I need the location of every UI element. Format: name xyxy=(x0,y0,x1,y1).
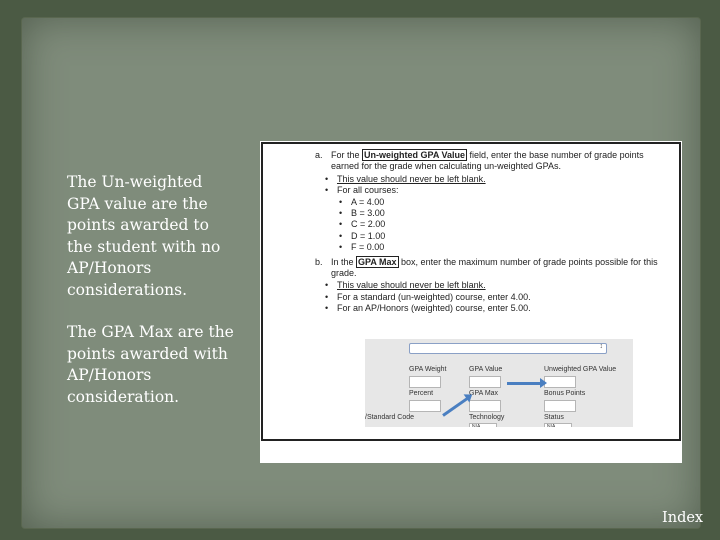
form-screenshot xyxy=(365,339,633,427)
arrow-icon xyxy=(442,397,468,417)
instruction-b-bullet-1: • This value should never be left blank. xyxy=(325,280,667,291)
gpa-value-field xyxy=(469,376,501,388)
index-link[interactable]: Index xyxy=(662,510,704,526)
gpa-max-field xyxy=(469,400,501,412)
standard-code-label: /Standard Code xyxy=(365,414,415,421)
instructions-list xyxy=(315,150,667,315)
instruction-a xyxy=(315,150,667,173)
gpa-max-label: GPA Max xyxy=(469,390,499,397)
body-text xyxy=(67,172,237,429)
bonus-points-label: Bonus Points xyxy=(544,390,586,397)
gpa-weight-field xyxy=(409,376,441,388)
instructions-border xyxy=(261,142,681,441)
grade-f: • F = 0.00 xyxy=(339,242,667,253)
percent-label: Percent xyxy=(409,390,434,397)
bonus-points-field xyxy=(544,400,576,412)
grade-c: • C = 2.00 xyxy=(339,219,667,230)
instruction-a-bullet-1: • This value should never be left blank. xyxy=(325,174,667,185)
gpa-max-paragraph: The GPA Max are the points awarded with AP/Honors consideration. xyxy=(67,323,234,406)
instruction-b-pre: In the xyxy=(331,256,357,267)
instruction-b-bullet-2: • For a standard (un-weighted) course, enter 4.00. xyxy=(325,292,667,303)
instruction-b-post: box, enter the maximum number of grade points possible for this grade. xyxy=(331,256,658,279)
technology-label: Technology xyxy=(469,414,505,421)
instruction-a-bullet-2: • For all courses: xyxy=(325,185,667,196)
unweighted-gpa-value-box: Un-weighted GPA Value xyxy=(364,150,466,160)
gpa-max-box: GPA Max xyxy=(358,256,397,267)
form-select xyxy=(409,343,607,354)
select-arrows-icon: ↕ xyxy=(599,343,603,350)
unweighted-gpa-paragraph: The Un-weighted GPA value are the points awarded to the student with no AP/Honors considerations. xyxy=(67,173,221,299)
instructions-screenshot xyxy=(260,141,682,463)
grade-d: • D = 1.00 xyxy=(339,231,667,242)
status-label: Status xyxy=(544,414,564,421)
gpa-weight-label: GPA Weight xyxy=(409,366,447,373)
instruction-b xyxy=(315,257,667,280)
instruction-a-pre: For the xyxy=(331,150,363,160)
instruction-b-bullet-3: • For an AP/Honors (weighted) course, enter 5.00. xyxy=(325,303,667,314)
instruction-a-marker: a. xyxy=(315,150,323,160)
grade-b: • B = 3.00 xyxy=(339,208,667,219)
unweighted-gpa-value-label: Unweighted GPA Value xyxy=(544,366,617,373)
technology-select: N/A xyxy=(469,423,497,427)
instruction-a-post: field, enter the base number of grade points earned for the grade when calculating un-weighted GPAs. xyxy=(331,150,644,172)
grade-a: • A = 4.00 xyxy=(339,197,667,208)
instruction-b-marker: b. xyxy=(315,256,323,267)
status-select: N/A xyxy=(544,423,572,427)
unweighted-gpa-value-field xyxy=(544,376,576,388)
arrow-icon xyxy=(507,382,541,385)
gpa-value-label: GPA Value xyxy=(469,366,503,373)
percent-field xyxy=(409,400,441,412)
